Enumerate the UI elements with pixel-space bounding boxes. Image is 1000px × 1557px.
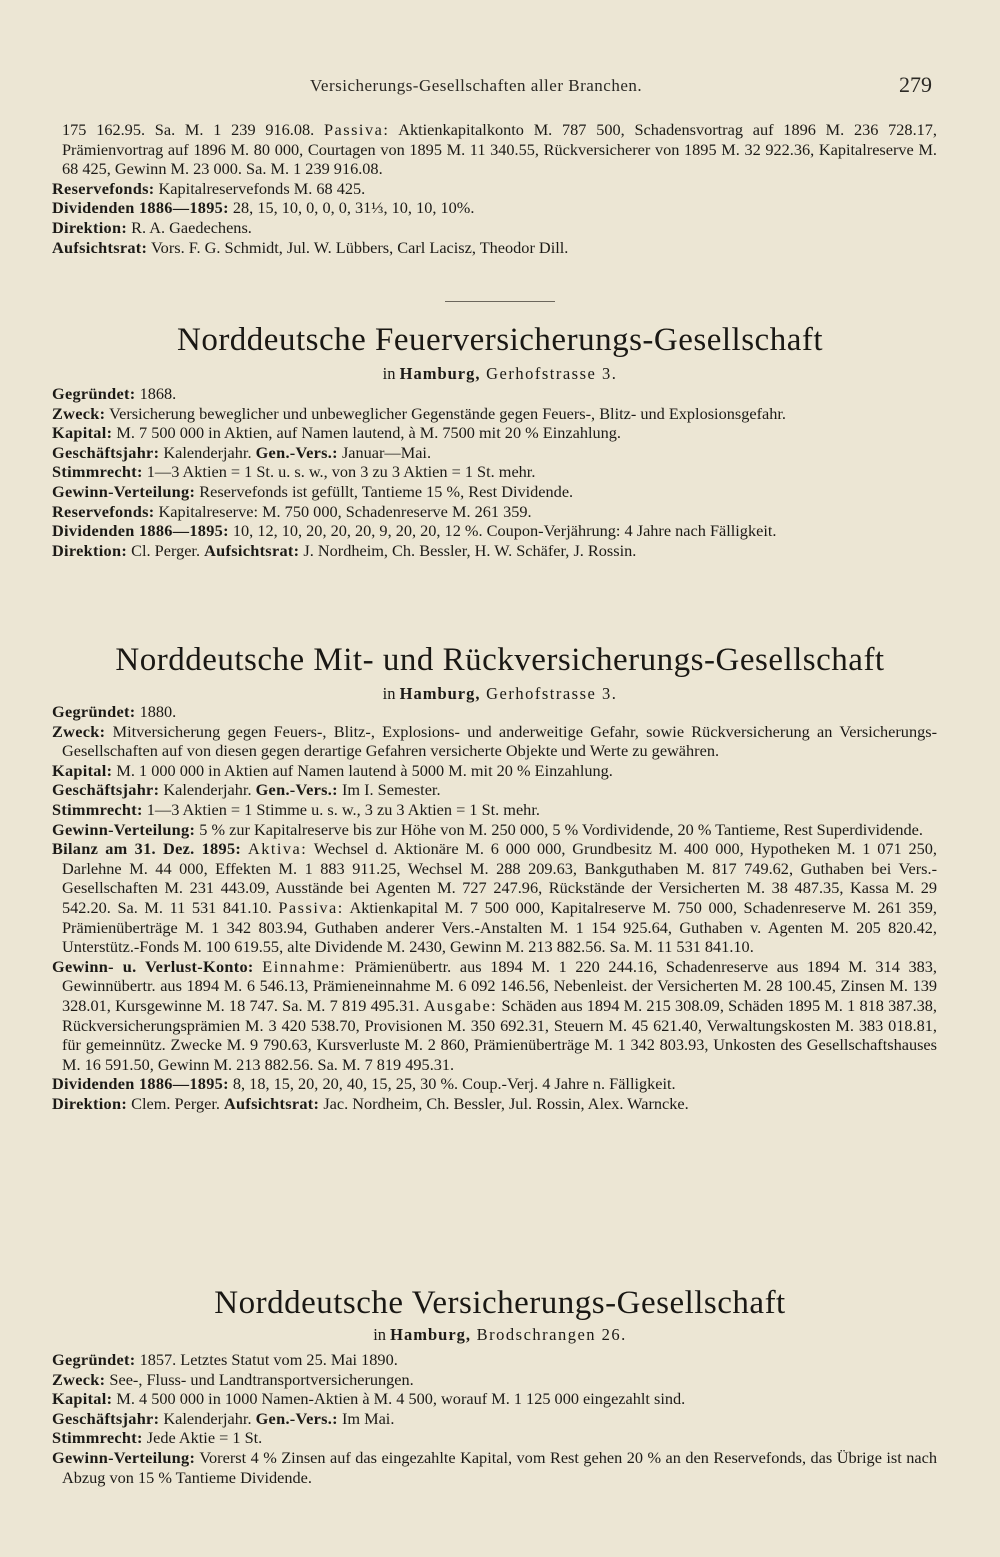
geschaeftsjahr-line: Geschäftsjahr: Kalenderjahr. Gen.-Vers.: Im Mai. xyxy=(52,1408,395,1428)
reservefonds-line: Reservefonds: Kapitalreservefonds M. 68 425. xyxy=(52,178,366,198)
company-entry-feuer xyxy=(52,384,937,560)
direktion-line: Direktion: R. A. Gaedechens. xyxy=(52,217,252,237)
company-location-feuer: in Hamburg, Gerhofstrasse 3. xyxy=(382,364,618,383)
stimmrecht-line: Stimmrecht: Jede Aktie = 1 St. xyxy=(52,1428,263,1448)
dividenden-line: Dividenden 1886—1895: 8, 18, 15, 20, 20, 40, 15, 25, 30 %. Coup.-Verj. 4 Jahre n. Fälligkeit. xyxy=(52,1074,676,1094)
zweck-line: Zweck: See-, Fluss- und Landtransportversicherungen. xyxy=(52,1369,414,1389)
company-entry-versicherung xyxy=(52,1350,937,1487)
gewinn-verteilung-line: Gewinn-Verteilung: 5 % zur Kapitalreserve bis zur Höhe von M. 250 000, 5 % Vordividende, 20 % Tantieme, Rest Superdividende. xyxy=(52,819,923,839)
company-entry-mit-rueck xyxy=(52,702,937,1113)
direktion-line: Direktion: Clem. Perger. Aufsichtsrat: Jac. Nordheim, Ch. Bessler, Jul. Rossin, Alex. Warncke. xyxy=(52,1093,689,1113)
company-title-mit-rueck: Norddeutsche Mit- und Rückversicherungs-Gesellschaft xyxy=(115,642,885,678)
reservefonds-line: Reservefonds: Kapitalreserve: M. 750 000, Schadenreserve M. 261 359. xyxy=(52,501,532,521)
stimmrecht-line: Stimmrecht: 1—3 Aktien = 1 St. u. s. w., von 3 zu 3 Aktien = 1 St. mehr. xyxy=(52,462,536,482)
page-number: 279 xyxy=(899,72,932,97)
kapital-line: Kapital: M. 1 000 000 in Aktien auf Namen lautend à 5000 M. mit 20 % Einzahlung. xyxy=(52,760,613,780)
company-title-feuer: Norddeutsche Feuerversicherungs-Gesellschaft xyxy=(176,322,824,358)
gewinn-verteilung-line: Gewinn-Verteilung: Reservefonds ist gefüllt, Tantieme 15 %, Rest Dividende. xyxy=(52,481,574,501)
dividenden-line: Dividenden 1886—1895: 10, 12, 10, 20, 20, 20, 9, 20, 20, 12 %. Coupon-Verjährung: 4 Jahre nach Fälligkeit. xyxy=(52,521,777,541)
gegruendet-line: Gegründet: 1857. Letztes Statut vom 25. Mai 1890. xyxy=(52,1350,398,1369)
page-header xyxy=(0,72,1000,102)
kapital-line: Kapital: M. 4 500 000 in 1000 Namen-Aktien à M. 4 500, worauf M. 1 125 000 eingezahlt sind. xyxy=(52,1389,686,1409)
geschaeftsjahr-line: Geschäftsjahr: Kalenderjahr. Gen.-Vers.: Im I. Semester. xyxy=(52,780,441,800)
zweck-line: Zweck: Versicherung beweglicher und unbeweglicher Gegenstände gegen Feuers-, Blitz- und Explosionsgefahr. xyxy=(52,403,786,423)
balance-passiva-paragraph: 175 162.95. Sa. M. 1 239 916.08. Passiva: Aktienkapitalkonto M. 787 500, Schadensvortrag auf 1896 M. 236 728.17, Prämienvortrag auf 1896 M. 80 000, Courtagen von 1895 M. 11 340.55, Rückversicherer von 1895 M. 32 922.36, Kapitalreserve M. 68 425, Gewinn M. 23 000. Sa. M. 1 239 916.08. xyxy=(62,120,937,179)
gewinn-verteilung-line: Gewinn-Verteilung: Vorerst 4 % Zinsen auf das eingezahlte Kapital, vom Rest gehen 20 % an den Reservefonds, das Übrige ist nach Abzug von 15 % Tantieme Dividende. xyxy=(52,1447,937,1487)
geschaeftsjahr-line: Geschäftsjahr: Kalenderjahr. Gen.-Vers.: Januar—Mai. xyxy=(52,442,432,462)
gewinn-verlust-paragraph: Gewinn- u. Verlust-Konto: Einnahme: Prämienübertr. aus 1894 M. 1 220 244.16, Schadenreserve aus 1894 M. 314 383, Gewinnübertr. aus 1894 M. 6 546.13, Prämieneinnahme M. 6 092 146.56, Nebenleist. der Versicherten M. 28 100.45, Zinsen M. 139 328.01, Kursgewinne M. 18 747. Sa. M. 7 819 495.31. Ausgabe: Schäden aus 1894 M. 215 308.09, Schäden 1895 M. 1 818 387.38, Rückversicherungsprämien M. 3 420 538.70, Provisionen M. 350 692.31, Steuern M. 45 621.40, Verwaltungskosten M. 383 018.81, für gemeinnütz. Zwecke M. 9 790.63, Kursverluste M. 2 860, Prämienüberträge M. 1 342 803.93, Unkosten des Gesellschaftshauses M. 16 591.50, Gewinn M. 213 882.56. Sa. M. 7 819 495.31. xyxy=(52,956,938,1074)
stimmrecht-line: Stimmrecht: 1—3 Aktien = 1 Stimme u. s. w., 3 zu 3 Aktien = 1 St. mehr. xyxy=(52,799,540,819)
company-location-versicherung: in Hamburg, Brodschrangen 26. xyxy=(373,1325,627,1344)
aufsichtsrat-line: Aufsichtsrat: Vors. F. G. Schmidt, Jul. W. Lübbers, Carl Lacisz, Theodor Dill. xyxy=(52,237,569,257)
section-divider xyxy=(445,301,555,302)
gegruendet-line: Gegründet: 1880. xyxy=(52,702,177,721)
gegruendet-line: Gegründet: 1868. xyxy=(52,384,177,403)
zweck-line: Zweck: Mitversicherung gegen Feuers-, Blitz-, Explosions- und anderweitige Gefahr, sowie Rückversicherung an Versicherungs-Gesellschaften auf von diesen gegen derartige Gefahren versicherte Objekte und Werte zu gewähren. xyxy=(52,721,937,761)
bilanz-paragraph: Bilanz am 31. Dez. 1895: Aktiva: Wechsel d. Aktionäre M. 6 000 000, Grundbesitz M. 400 000, Hypotheken M. 1 071 250, Darlehne M. 44 000, Effekten M. 1 883 911.25, Wechsel M. 288 209.63, Bankguthaben M. 817 749.62, Guthaben bei Vers.-Gesellschaften M. 231 443.09, Ausstände bei Agenten M. 727 247.96, Rückstände der Versicherten M. 38 487.35, Kassa M. 29 542.20. Sa. M. 11 531 841.10. Passiva: Aktienkapital M. 7 500 000, Kapitalreserve M. 750 000, Schadenreserve M. 261 359, Prämienüberträge M. 1 342 803.94, Guthaben anderer Vers.-Anstalten M. 1 154 925.64, Guthaben v. Agenten M. 205 820.42, Unterstütz.-Fonds M. 100 619.55, alte Dividende M. 2430, Gewinn M. 213 882.56. Sa. M. 11 531 841.10. xyxy=(52,839,938,957)
previous-entry-continuation xyxy=(52,120,937,257)
direktion-line: Direktion: Cl. Perger. Aufsichtsrat: J. Nordheim, Ch. Bessler, H. W. Schäfer, J. Rossin. xyxy=(52,540,637,560)
running-title: Versicherungs-Gesellschaften aller Branchen. xyxy=(310,76,643,95)
kapital-line: Kapital: M. 7 500 000 in Aktien, auf Namen lautend, à M. 7500 mit 20 % Einzahlung. xyxy=(52,423,622,443)
company-location-mit-rueck: in Hamburg, Gerhofstrasse 3. xyxy=(382,684,618,703)
company-title-versicherung: Norddeutsche Versicherungs-Gesellschaft xyxy=(214,1285,786,1321)
dividenden-line: Dividenden 1886—1895: 28, 15, 10, 0, 0, 0, 31⅓, 10, 10, 10%. xyxy=(52,198,475,218)
